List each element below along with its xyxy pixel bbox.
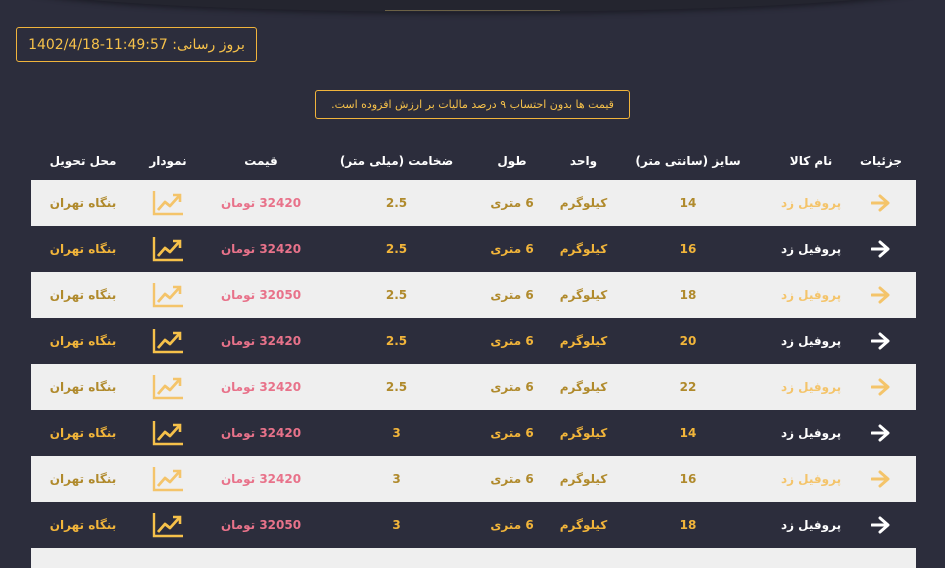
chart-button[interactable] [139, 318, 197, 364]
trend-chart-icon [152, 236, 184, 262]
chart-button[interactable] [139, 226, 197, 272]
product-unit: کیلوگرم [559, 288, 608, 302]
trend-chart-icon [152, 190, 184, 216]
chart-button[interactable] [139, 364, 197, 410]
product-price: 32420 تومان [220, 242, 302, 256]
table-row [31, 226, 916, 272]
header-price: قیمت [244, 154, 278, 168]
header-length: طول [497, 154, 527, 168]
product-length: 6 متری [490, 518, 534, 532]
product-thickness: 3 [392, 472, 401, 486]
details-button[interactable] [851, 502, 911, 548]
product-size: 18 [679, 518, 697, 532]
product-name[interactable]: پروفیل زد [780, 518, 842, 532]
table-row [31, 502, 916, 548]
product-thickness: 3 [392, 426, 401, 440]
product-price: 32420 تومان [220, 196, 302, 210]
product-name[interactable]: پروفیل زد [780, 334, 842, 348]
table-header-row [31, 142, 916, 180]
chart-button[interactable] [139, 456, 197, 502]
delivery-location: بنگاه تهران [49, 334, 117, 348]
product-size: 14 [679, 196, 697, 210]
header-details: جزئیات [859, 154, 903, 168]
table-row [31, 318, 916, 364]
product-thickness: 2.5 [385, 288, 408, 302]
header-size: سایز (سانتی متر) [635, 154, 741, 168]
arrow-right-icon [871, 516, 891, 534]
arrow-right-icon [871, 194, 891, 212]
tax-note: قیمت ها بدون احتساب ۹ درصد مالیات بر ارزش افزوده است. [331, 98, 614, 111]
product-length: 6 متری [490, 196, 534, 210]
product-price: 32420 تومان [220, 334, 302, 348]
delivery-location: بنگاه تهران [49, 472, 117, 486]
chart-button[interactable] [139, 410, 197, 456]
trend-chart-icon [152, 282, 184, 308]
arrow-right-icon [871, 378, 891, 396]
product-size: 18 [679, 288, 697, 302]
chart-button[interactable] [139, 502, 197, 548]
product-unit: کیلوگرم [559, 196, 608, 210]
table-row [31, 272, 916, 318]
table-row [31, 410, 916, 456]
details-button[interactable] [851, 226, 911, 272]
arrow-right-icon [871, 332, 891, 350]
product-thickness: 3 [392, 518, 401, 532]
details-button[interactable] [851, 180, 911, 226]
product-name[interactable]: پروفیل زد [780, 242, 842, 256]
product-name[interactable]: پروفیل زد [780, 472, 842, 486]
product-length: 6 متری [490, 426, 534, 440]
product-unit: کیلوگرم [559, 334, 608, 348]
product-unit: کیلوگرم [559, 426, 608, 440]
tax-note-box [315, 90, 630, 119]
details-button[interactable] [851, 272, 911, 318]
product-length: 6 متری [490, 472, 534, 486]
product-size: 14 [679, 426, 697, 440]
product-unit: کیلوگرم [559, 242, 608, 256]
product-name[interactable]: پروفیل زد [780, 380, 842, 394]
product-unit: کیلوگرم [559, 472, 608, 486]
table-row [31, 180, 916, 226]
product-size: 16 [679, 242, 697, 256]
product-unit: کیلوگرم [559, 518, 608, 532]
details-button[interactable] [851, 410, 911, 456]
product-size: 20 [679, 334, 697, 348]
delivery-location: بنگاه تهران [49, 196, 117, 210]
product-price: 32420 تومان [220, 472, 302, 486]
delivery-location: بنگاه تهران [49, 288, 117, 302]
arrow-right-icon [871, 240, 891, 258]
header-location: محل تحویل [49, 154, 117, 168]
product-price: 32050 تومان [220, 288, 302, 302]
trend-chart-icon [152, 466, 184, 492]
arrow-right-icon [871, 286, 891, 304]
product-price: 32420 تومان [220, 426, 302, 440]
product-name[interactable]: پروفیل زد [780, 426, 842, 440]
chart-button[interactable] [139, 180, 197, 226]
delivery-location: بنگاه تهران [49, 380, 117, 394]
product-length: 6 متری [490, 288, 534, 302]
trend-chart-icon [152, 328, 184, 354]
header-divider [385, 10, 560, 11]
details-button[interactable] [851, 364, 911, 410]
product-length: 6 متری [490, 380, 534, 394]
table-row-partial [31, 548, 916, 568]
product-price: 32050 تومان [220, 518, 302, 532]
table-body [31, 180, 916, 548]
product-thickness: 2.5 [385, 242, 408, 256]
details-button[interactable] [851, 318, 911, 364]
arrow-right-icon [871, 470, 891, 488]
trend-chart-icon [152, 374, 184, 400]
header-chart: نمودار [149, 154, 187, 168]
product-name[interactable]: پروفیل زد [780, 196, 842, 210]
arrow-right-icon [871, 424, 891, 442]
product-thickness: 2.5 [385, 380, 408, 394]
price-table [31, 142, 916, 568]
header-name: نام کالا [789, 154, 833, 168]
delivery-location: بنگاه تهران [49, 242, 117, 256]
product-thickness: 2.5 [385, 334, 408, 348]
product-price: 32420 تومان [220, 380, 302, 394]
details-button[interactable] [851, 456, 911, 502]
product-size: 22 [679, 380, 697, 394]
header-unit: واحد [569, 154, 598, 168]
product-length: 6 متری [490, 334, 534, 348]
update-timestamp: بروز رسانی: 11:49:57-1402/4/18 [28, 36, 245, 53]
update-timestamp-box [16, 27, 257, 62]
table-row [31, 364, 916, 410]
header-thickness: ضخامت (میلی متر) [339, 154, 454, 168]
product-length: 6 متری [490, 242, 534, 256]
delivery-location: بنگاه تهران [49, 426, 117, 440]
product-size: 16 [679, 472, 697, 486]
product-name[interactable]: پروفیل زد [780, 288, 842, 302]
product-thickness: 2.5 [385, 196, 408, 210]
delivery-location: بنگاه تهران [49, 518, 117, 532]
trend-chart-icon [152, 420, 184, 446]
trend-chart-icon [152, 512, 184, 538]
chart-button[interactable] [139, 272, 197, 318]
table-row [31, 456, 916, 502]
product-unit: کیلوگرم [559, 380, 608, 394]
